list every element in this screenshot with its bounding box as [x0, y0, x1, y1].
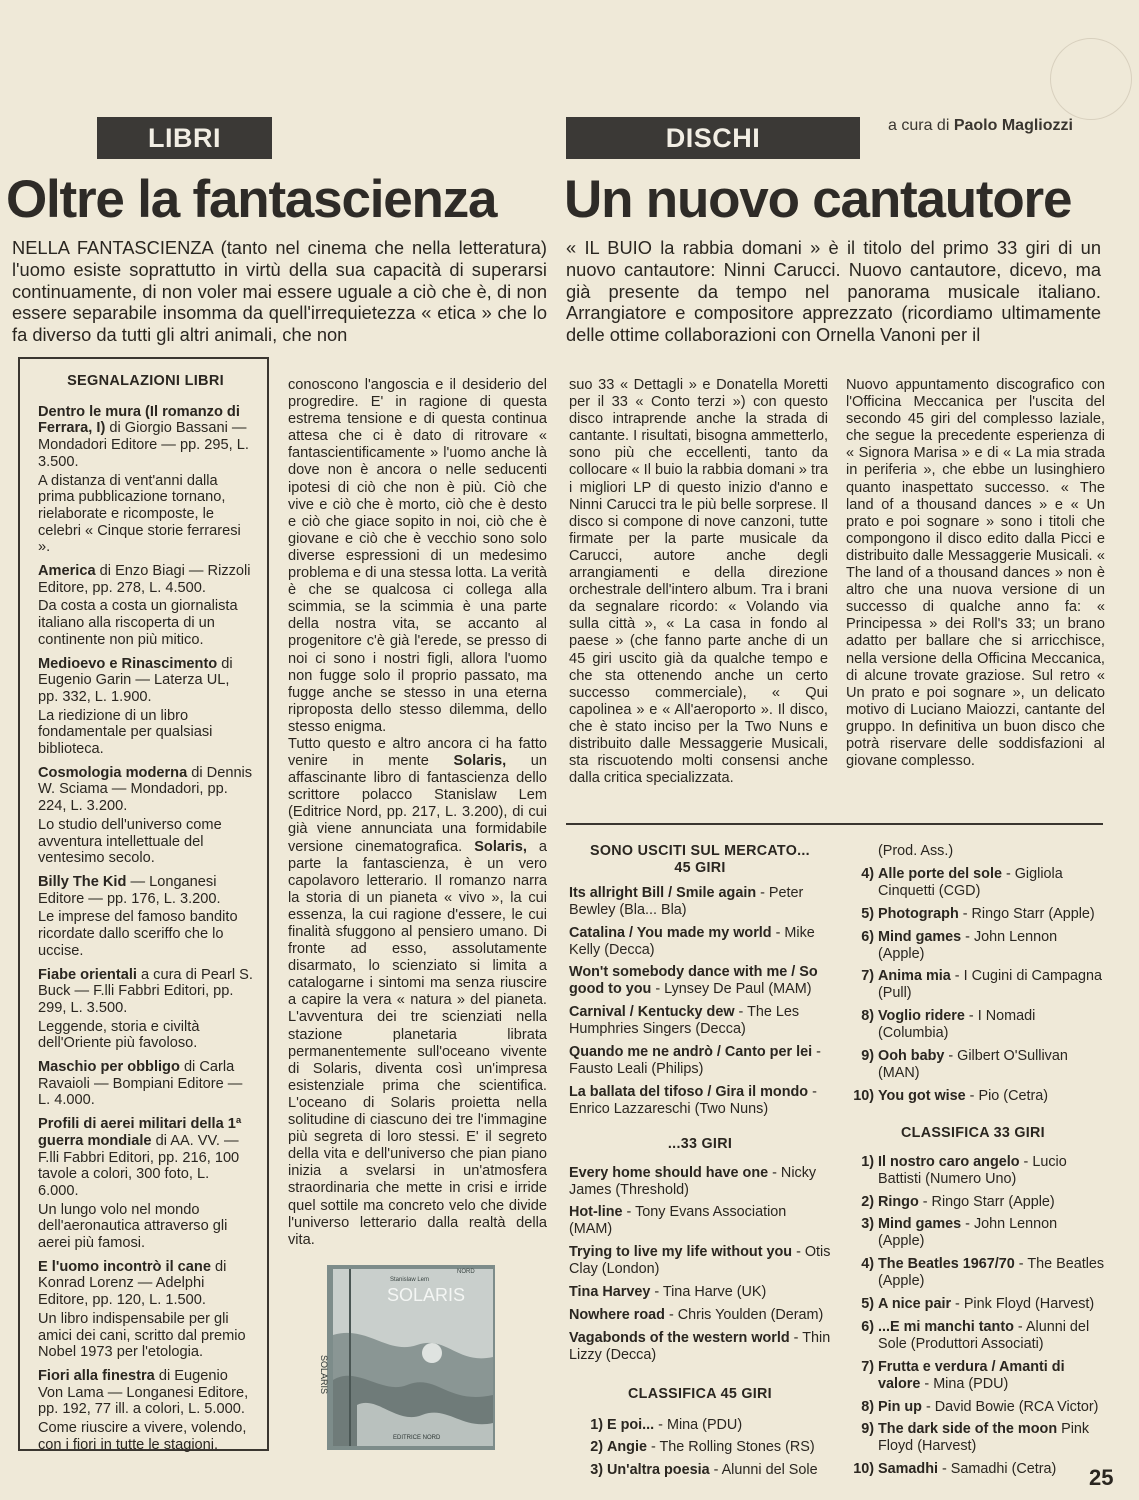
chart-title: Photograph: [878, 905, 959, 922]
book-info: di Eugenio Von Lama — Longanesi Editore, pp. 192, 77 ill. a colori, L. 5.000.: [38, 1367, 249, 1418]
record-artist: - Thin Lizzy (Decca): [569, 1329, 831, 1363]
chart-rank: 8): [861, 1008, 874, 1025]
libri-article-p2: Tutto questo e altro ancora ci ha fatto venire in mente Solaris, un affascinante libro di fantascienza dello scrittore polacco Stanislaw Lem (Editrice Nord, pp. 217, L. 3.200), di cui già viene annunciata una formidabile versione cinematografica. Solaris, a parte la fantascienza, è un vero capolavoro letterario. Il romanzo narra la storia di un pianeta « vivo », la cui essenza, la cui ragione d'essere, le cui finalità sfuggono al pensiero umano. Di fronte ad esso, assolutamente disarmato, lo scienziato si limita a catalogarne i sintomi ma senza riuscire a capire la vera « natura » del pianeta. L'avventura dei tre scienziati nella stazione planetaria librata permanentemente sull'oceano vivente di Solaris, diventa così un'impresa esistenziale prima che scientifica. L'oceano di Solaris proietta nella solitudine di ciascuno dei tre l'immagine più segreta di loro stessi. E' il segreto della vita e dell'universo che pian piano inizia a svelarsi in un'atmosfera straordinaria che mette in crisi e irride quel sottile ma concreto velo che divide l'universo letterario dalla realtà della vita.: [288, 735, 548, 1248]
chart-entry: [569, 1462, 831, 1479]
record-title: Nowhere road: [569, 1306, 665, 1323]
book-citation: [38, 765, 253, 815]
book-entry: [38, 967, 253, 1053]
cover-title: SOLARIS: [387, 1285, 466, 1305]
chart-rank: 1): [590, 1416, 603, 1433]
chart-artist: - The Rolling Stones (RS): [646, 1439, 815, 1456]
chart-rank: 6): [861, 928, 874, 945]
chart-title: ...E mi manchi tanto: [878, 1318, 1014, 1335]
chart-artist: - The Beatles (Apple): [878, 1256, 1105, 1290]
cover-publisher: EDITRICE NORD: [393, 1435, 441, 1441]
cover-spine-top: NORD: [457, 1269, 475, 1275]
chart-artist: - Alunni del Sole: [709, 1462, 818, 1479]
book-title: America: [38, 563, 96, 580]
chart-entry: [840, 1399, 1106, 1416]
record-title: Carnival / Kentucky dew: [569, 1004, 735, 1021]
record-artist: - Nicky James (Threshold): [569, 1164, 817, 1198]
byline-author: Paolo Magliozzi: [953, 117, 1073, 134]
dischi-headline: Un nuovo cantautore: [564, 170, 1072, 229]
book-citation: [38, 1059, 253, 1109]
book-info: di Konrad Lorenz — Adelphi Editore, pp. 120, L. 1.500.: [38, 1258, 227, 1309]
chart-entry: [840, 1008, 1106, 1042]
usciti-title: SONO USCITI SUL MERCATO...: [590, 843, 810, 859]
book-info: di Dennis W. Sciama — Mondadori, pp. 224, L. 3.200.: [38, 764, 253, 815]
record-title: Quando me ne andrò / Canto per lei: [569, 1044, 813, 1061]
page-number: 25: [1089, 1465, 1114, 1490]
record-artist: - Tina Harve (UK): [650, 1284, 767, 1301]
book-citation: [38, 1368, 253, 1418]
book-list: [38, 404, 253, 1454]
chart-rank: 4): [861, 1256, 874, 1273]
libri-article: [288, 377, 547, 1249]
record-entry: [569, 1044, 831, 1078]
chart-entry: [840, 1088, 1106, 1105]
byline: [888, 117, 1073, 135]
chart33-list: [840, 1154, 1106, 1479]
chart-rank: 3): [590, 1462, 603, 1479]
record-title: Trying to live my life without you: [569, 1244, 793, 1261]
record-entry: [569, 1330, 831, 1364]
chart-entry: [840, 1359, 1106, 1393]
chart-artist: - Gigliola Cinquetti (CGD): [878, 865, 1063, 899]
chart-title: A nice pair: [878, 1296, 952, 1313]
singles-list: [569, 885, 831, 1118]
record-title: Catalina / You made my world: [569, 924, 772, 941]
chart-artist: Pink Floyd (Harvest): [878, 1421, 1090, 1455]
libri-article-p1: conoscono l'angoscia e il desiderio del progredire. E' in ragione di questa estrema tensione e di questa continua attesa che ci è dato di ritrovare « fantascientificamente » l'uomo anche là dove non è ancora o nelle seducenti ipotesi di ciò che non è più. Ciò che vive e ciò che è morto, ciò che è desto e ciò che giace sopito in noi, ciò che è giovane e ciò che è vecchio sono solo diverse espressioni di un medesimo problema e di una stessa lotta. La verità è che se qualcosa ci collega alla scimmia, se la scimmia è una parte della nostra vita, se accanto al progenitore c'è già l'erede, se presso di noi ci sono i nostri figli, allora l'uomo non fugge solo il proprio passato, ma fugge anche se stesso in una eterna riproposta dello stesso dilemma, dello stesso enigma.: [288, 377, 547, 735]
record-title: Its allright Bill / Smile again: [569, 884, 757, 901]
chart-artist: - Gilbert O'Sullivan (MAN): [878, 1048, 1068, 1081]
chart-artist: - Mina (PDU): [654, 1416, 743, 1433]
chart-artist: - I Cugini di Campagna (Pull): [878, 968, 1102, 1002]
record-entry: [569, 964, 831, 998]
book-info: — Longanesi Editore — pp. 176, L. 3.200.: [38, 873, 221, 907]
record-artist: - Lynsey De Paul (MAM): [651, 981, 812, 998]
book-citation: [38, 404, 253, 471]
record-title: La ballata del tifoso / Gira il mondo: [569, 1083, 809, 1100]
segnalazioni-title: SEGNALAZIONI LIBRI: [67, 373, 224, 389]
book-title: Profili di aerei militari della 1ª guerra mondiale: [38, 1116, 242, 1149]
chart-title: Ooh baby: [878, 1048, 945, 1065]
dischi-lists-right: [840, 843, 1106, 1484]
record-artist: - Mike Kelly (Decca): [569, 924, 815, 958]
chart-artist: - John Lennon (Apple): [878, 1216, 1058, 1250]
book-citation: [38, 1259, 253, 1309]
book-entry: [38, 1059, 253, 1109]
book-info: di Giorgio Bassani — Mondadori Editore — pp. 295, L. 3.500.: [38, 420, 249, 470]
chart-entry: [840, 866, 1106, 900]
chart-artist: - David Bowie (RCA Victor): [921, 1398, 1099, 1415]
book-info: di Eugenio Garin — Laterza UL, pp. 332, L. 1.900.: [38, 655, 233, 705]
record-artist: - The Les Humphries Singers (Decca): [569, 1004, 800, 1038]
lp-title: ...33 GIRI: [667, 1135, 733, 1152]
chart-title: Mind games: [878, 928, 962, 945]
book-entry: [38, 656, 253, 758]
chart-title: Il nostro caro angelo: [878, 1153, 1020, 1170]
chart-rank: 2): [590, 1439, 603, 1456]
byline-prefix: a cura di: [888, 117, 950, 134]
book-entry: [38, 1368, 253, 1454]
book-entry: [38, 563, 253, 649]
record-entry: [569, 1084, 831, 1118]
chart-title: Voglio ridere: [878, 1008, 965, 1025]
book-title: Fiabe orientali: [38, 966, 137, 983]
book-citation: [38, 874, 253, 907]
chart-rank: 7): [861, 968, 874, 985]
chart-title: The dark side of the moon: [878, 1421, 1058, 1438]
chart-entry: [840, 1048, 1106, 1082]
record-entry: [569, 1165, 831, 1199]
chart-title: Mind games: [878, 1216, 962, 1233]
book-title: Maschio per obbligo: [38, 1059, 180, 1076]
book-description: Lo studio dell'universo come avventura intellettuale del ventesimo secolo.: [38, 816, 222, 867]
record-title: Won't somebody dance with me / So good to you: [569, 964, 818, 998]
chart-artist: - John Lennon (Apple): [878, 928, 1058, 962]
book-description: Un libro indispensabile per gli amici dei cani, scritto dal premio Nobel 1973 per l'etologia.: [38, 1310, 246, 1361]
record-artist: - Tony Evans Association (MAM): [569, 1204, 787, 1238]
libri-lead: NELLA FANTASCIENZA (tanto nel cinema che nella letteratura) l'uomo esiste soprattutto in virtù della sua capacità di superarsi continuamente, di non voler mai essere uguale a ciò che è, di non essere separabile insomma da quell'irrequietezza « etica » che lo fa diverso da tutti gli altri animali, che non: [12, 237, 547, 346]
chart-title: Samadhi: [878, 1461, 938, 1478]
chart-entry: [840, 1319, 1106, 1353]
chart-rank: 4): [861, 865, 874, 882]
chart45-title: CLASSIFICA 45 GIRI: [628, 1385, 772, 1402]
record-artist: - Peter Bewley (Bla... Bla): [569, 884, 804, 918]
book-info: di AA. VV. — F.lli Fabbri Editori, pp. 216, 100 tavole a colori, 300 foto, L. 6.000.: [38, 1132, 240, 1199]
chart-title: Anima mia: [878, 968, 951, 985]
dischi-lists-left: [569, 843, 831, 1485]
chart-title: Ringo: [878, 1193, 919, 1210]
solaris-book-cover: [319, 1265, 495, 1450]
chart-entry: [840, 1154, 1106, 1188]
chart-artist: - I Nomadi (Columbia): [878, 1008, 1036, 1042]
chart-rank: 9): [861, 1048, 874, 1065]
chart-title: You got wise: [878, 1087, 966, 1104]
record-title: Hot-line: [569, 1204, 623, 1221]
usciti-subtitle: 45 GIRI: [674, 859, 726, 876]
chart-title: Pin up: [878, 1398, 922, 1415]
chart-artist: - Samadhi (Cetra): [937, 1461, 1057, 1478]
chart-rank: 10): [853, 1087, 874, 1104]
book-entry: [38, 765, 253, 867]
chart-entry: [569, 1439, 831, 1456]
chart-rank: 10): [853, 1461, 874, 1478]
dischi-rubric: DISCHI: [566, 117, 860, 159]
lp-list: [569, 1165, 831, 1364]
chart-rank: 8): [861, 1398, 874, 1415]
chart-entry: [840, 1296, 1106, 1313]
chart-title: Un'altra poesia: [607, 1462, 710, 1479]
book-title: Billy The Kid: [38, 873, 127, 890]
chart-title: E poi...: [607, 1416, 655, 1433]
chart-rank: 3): [861, 1216, 874, 1233]
chart-entry: [840, 1194, 1106, 1211]
book-description: Un lungo volo nel mondo dell'aeronautica attraverso gli aerei più famosi.: [38, 1201, 228, 1252]
record-entry: [569, 1244, 831, 1278]
record-entry: [569, 925, 831, 959]
book-title: Fiori alla finestra: [38, 1367, 155, 1384]
dischi-lead: « IL BUIO la rabbia domani » è il titolo del primo 33 giri di un nuovo cantautore: Ninni Carucci. Nuovo cantautore, dicevo, ma già presente da tempo nel panorama musicale italiano. Arrangiatore e compositore apprezzato (ricordiamo ultimamente delle ottime collaborazioni con Ornella Vanoni per il: [566, 237, 1101, 346]
chart-entry: [569, 1417, 831, 1434]
book-description: Leggende, storia e civiltà dell'Oriente più favoloso.: [38, 1018, 200, 1052]
chart-rank: 2): [861, 1193, 874, 1210]
chart-entry: [840, 1256, 1106, 1290]
record-entry: [569, 1284, 831, 1301]
chart-entry: [840, 1461, 1106, 1478]
chart-entry: [840, 1421, 1106, 1455]
book-description: Da costa a costa un giornalista italiano alla riscoperta di un continente non più mitico.: [38, 598, 238, 648]
record-artist: - Otis Clay (London): [569, 1244, 831, 1278]
chart-rank: 6): [861, 1318, 874, 1335]
record-title: Vagabonds of the western world: [569, 1329, 790, 1346]
faint-stamp: [1050, 38, 1132, 120]
book-title: Dentro le mura (Il romanzo di Ferrara, I): [38, 403, 240, 437]
chart-title: Angie: [607, 1439, 647, 1456]
chart-artist: - Lucio Battisti (Numero Uno): [878, 1153, 1067, 1187]
chart-entry: [840, 1216, 1106, 1250]
chart-rank: 1): [861, 1153, 874, 1170]
record-title: Tina Harvey: [569, 1284, 651, 1301]
book-entry: [38, 1259, 253, 1361]
book-citation: [38, 967, 253, 1017]
libri-headline: Oltre la fantascienza: [6, 170, 497, 229]
book-info: a cura di Pearl S. Buck — F.lli Fabbri Editori, pp. 299, L. 3.500.: [38, 966, 253, 1016]
dischi-article-col1: suo 33 « Dettagli » e Donatella Moretti per il 33 « Conto terzi ») con questo disco intraprende anche la strada di cantante. I risultati, bisogna ammetterlo, sono più che eccellenti, tanto da collocare « Il buio la rabbia domani » tra i migliori LP di questo inizio d'anno e Ninni Carucci tra le più belle sorprese. Il disco si compone di nove canzoni, tutte firmate per la parte musicale da Carucci, autore anche degli arrangiamenti e della direzione orchestrale dell'intero album. Tra i brani da segnalare ricordo: « Volando via sulla città », « La casa in fondo al paese » (che fanno parte anche di un 45 giri uscito già da qualche tempo e che sta ottenendo anche un certo successo commerciale), « Qui capolinea » e « All'aeroporto ». Il disco, che è stato inciso per la Two Nuns e distribuito dalle Messaggerie Musicali, sta riscuotendo molti consensi anche dalla critica specializzata.: [569, 377, 828, 787]
cover-author: Stanislaw Lem: [390, 1277, 430, 1283]
chart-title: Alle porte del sole: [878, 865, 1002, 882]
cover-spine-title: SOLARIS: [319, 1355, 329, 1395]
chart-rank: 7): [861, 1358, 874, 1375]
chart-entry: [840, 968, 1106, 1002]
record-artist: - Chris Youlden (Deram): [664, 1306, 824, 1323]
chart-rank: 5): [861, 905, 874, 922]
chart-artist: - Pio (Cetra): [965, 1087, 1049, 1104]
chart-artist: - Pink Floyd (Harvest): [951, 1296, 1095, 1313]
record-entry: [569, 885, 831, 919]
chart-artist: - Alunni del Sole (Produttori Associati): [878, 1318, 1090, 1352]
book-description: A distanza di vent'anni dalla prima pubblicazione tornano, rielaborate e ricomposte, le celebri « Cinque storie ferraresi ».: [38, 472, 241, 556]
record-entry: [569, 1004, 831, 1038]
chart-entry: [840, 906, 1106, 923]
segnalazioni-libri-box: [18, 357, 269, 1451]
book-description: La riedizione di un libro fondamentale per qualsiasi biblioteca.: [38, 707, 213, 758]
chart-title: The Beatles 1967/70: [878, 1256, 1015, 1273]
section-rule: [566, 823, 1103, 825]
chart33-title: CLASSIFICA 33 GIRI: [901, 1124, 1045, 1141]
chart-rank: 9): [861, 1421, 874, 1438]
chart45-list-part2: [840, 866, 1106, 1105]
record-artist: - Fausto Leali (Philips): [569, 1044, 821, 1077]
chart-title: Frutta e verdura / Amanti di valore: [878, 1358, 1065, 1392]
chart-artist: - Ringo Starr (Apple): [918, 1193, 1055, 1210]
book-entry: [38, 1116, 253, 1252]
book-citation: [38, 656, 253, 706]
book-title: Medioevo e Rinascimento: [38, 655, 218, 672]
book-title: E l'uomo incontrò il cane: [38, 1258, 211, 1275]
book-description: Le imprese del famoso bandito ricordate dallo sceriffo che lo uccise.: [38, 909, 238, 959]
chart45-continuation: (Prod. Ass.): [878, 843, 954, 859]
book-entry: [38, 404, 253, 556]
libri-rubric: LIBRI: [97, 117, 272, 159]
record-title: Every home should have one: [569, 1164, 769, 1181]
book-citation: [38, 563, 253, 596]
chart-artist: - Mina (PDU): [920, 1375, 1009, 1392]
book-info: di Enzo Biagi — Rizzoli Editore, pp. 278, L. 4.500.: [38, 563, 251, 596]
chart-rank: 5): [861, 1296, 874, 1313]
book-entry: [38, 874, 253, 960]
dischi-article-col2: Nuovo appuntamento discografico con l'Officina Meccanica per l'uscita del secondo 45 giri del complesso laziale, che segue la precedente esperienza di « Signora Marisa » e di « La mia strada in periferia », che ebbe un lusinghiero quanto inaspettato successo. « The land of a thousand dances » e « Un prato e poi sognare » sono i titoli che compongono il disco edito dalla Picci e distribuito dalle Messaggerie Musicali. « The land of a thousand dances » non è altro che una nuova versione di un successo di qualche anno fa: « Principessa » dei Roll's 33; un brano adatto per ballare che si arricchisce, nella versione della Officina Meccanica, di alcune trovate graziose. Sul retro « Un prato e poi sognare », un delicato motivo di Luciano Maiozzi, cantante del gruppo. In definitiva un buon disco che potrà riservare delle soddisfazioni al giovane complesso.: [846, 377, 1105, 770]
book-citation: [38, 1116, 253, 1200]
record-entry: [569, 1204, 831, 1238]
chart-artist: - Ringo Starr (Apple): [958, 905, 1095, 922]
chart45-list-part1: [569, 1417, 831, 1480]
chart-entry: [840, 929, 1106, 963]
book-info: di Carla Ravaioli — Bompiani Editore — L. 4.000.: [38, 1059, 243, 1109]
record-artist: - Enrico Lazzareschi (Two Nuns): [569, 1083, 817, 1117]
record-entry: [569, 1307, 831, 1324]
book-description: Come riuscire a vivere, volendo, con i fiori in tutte le stagioni.: [38, 1420, 247, 1453]
book-title: Cosmologia moderna: [38, 764, 188, 781]
